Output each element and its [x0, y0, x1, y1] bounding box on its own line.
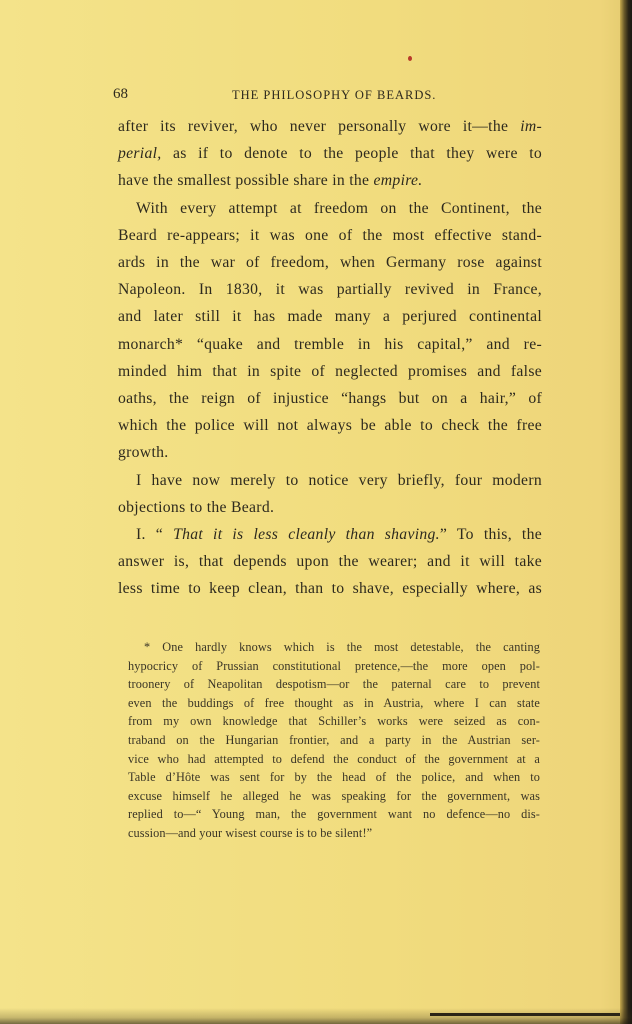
body-line: which the police will not always be able to check the free	[118, 417, 542, 435]
running-head: THE PHILOSOPHY OF BEARDS.	[232, 88, 437, 102]
page-binding-edge	[620, 0, 632, 1024]
footnote-line: Table d’Hôte was sent for by the head of the police, and when to	[128, 770, 540, 785]
footnote-line: vice who had attempted to defend the conduct of the government at a	[128, 751, 540, 766]
footnote-line: cussion—and your wisest course is to be silent!”	[128, 825, 373, 840]
body-line: perial, as if to denote to the people that they were to	[118, 145, 542, 163]
page-bottom-shadow	[0, 1008, 632, 1024]
body-line: minded him that in spite of neglected promises and false	[118, 362, 542, 380]
body-text	[118, 113, 542, 603]
page-bottom-line	[430, 1013, 620, 1016]
footnote-line: traband on the Hungarian frontier, and a party in the Austrian ser-	[128, 732, 540, 747]
footnote-line: troonery of Neapolitan despotism—or the paternal care to prevent	[128, 677, 540, 692]
body-line: I. “ That it is less cleanly than shaving.” To this, the	[136, 526, 542, 544]
body-line: oaths, the reign of injustice “hangs but on a hair,” of	[118, 390, 542, 408]
footnote-line: excuse himself he alleged he was speaking for the government, was	[128, 788, 540, 803]
footnote-line: even the buddings of free thought as in Austria, where I can state	[128, 695, 540, 710]
footnote	[128, 638, 540, 843]
page-header	[113, 86, 543, 106]
footnote-line: from my own knowledge that Schiller’s works were seized as con-	[128, 714, 540, 729]
footnote-line: * One hardly knows which is the most detestable, the canting	[144, 640, 540, 654]
footnote-line: replied to—“ Young man, the government want no defence—no dis-	[128, 807, 540, 822]
body-line: monarch* “quake and tremble in his capital,” and re-	[118, 335, 542, 353]
body-line: less time to keep clean, than to shave, especially where, as	[118, 580, 542, 598]
footnote-line: hypocricy of Prussian constitutional pretence,—the more open pol-	[128, 658, 540, 673]
body-line: Beard re-appears; it was one of the most effective stand-	[118, 226, 542, 244]
body-line: I have now merely to notice very briefly, four modern	[136, 471, 542, 489]
body-line: answer is, that depends upon the wearer; and it will take	[118, 553, 542, 571]
body-line: have the smallest possible share in the empire.	[118, 172, 423, 190]
body-line: growth.	[118, 444, 169, 462]
body-line: ards in the war of freedom, when Germany rose against	[118, 254, 542, 272]
body-line: and later still it has made many a perjured continental	[118, 308, 542, 326]
ink-spot	[408, 56, 412, 61]
body-line: With every attempt at freedom on the Continent, the	[136, 199, 542, 217]
body-line: Napoleon. In 1830, it was partially revived in France,	[118, 281, 542, 299]
body-line: objections to the Beard.	[118, 498, 275, 516]
body-line: after its reviver, who never personally wore it—the im-	[118, 118, 542, 135]
page-number: 68	[113, 86, 128, 102]
